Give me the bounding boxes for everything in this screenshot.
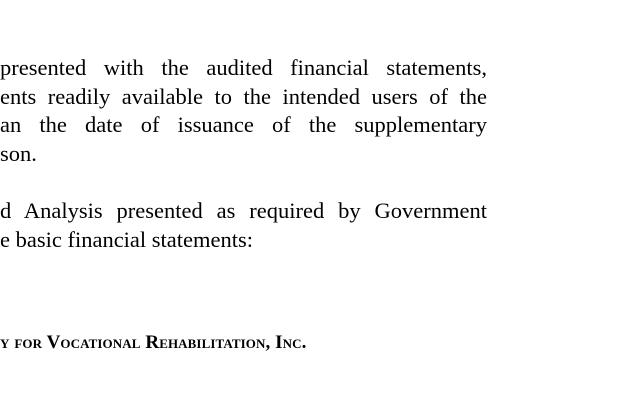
organization-heading: y for Vocational Rehabilitation, Inc. (0, 332, 307, 353)
paragraph-line: ents readily available to the intended users of the (0, 84, 487, 109)
paragraph-line: e basic financial statements: (0, 227, 254, 252)
paragraph-line: presented with the audited financial statements, (0, 55, 487, 80)
paragraph-line: an the date of issuance of the supplementary (0, 112, 487, 137)
paragraph-line: d Analysis presented as required by Government (0, 198, 487, 223)
paragraph-line: son. (0, 141, 37, 166)
